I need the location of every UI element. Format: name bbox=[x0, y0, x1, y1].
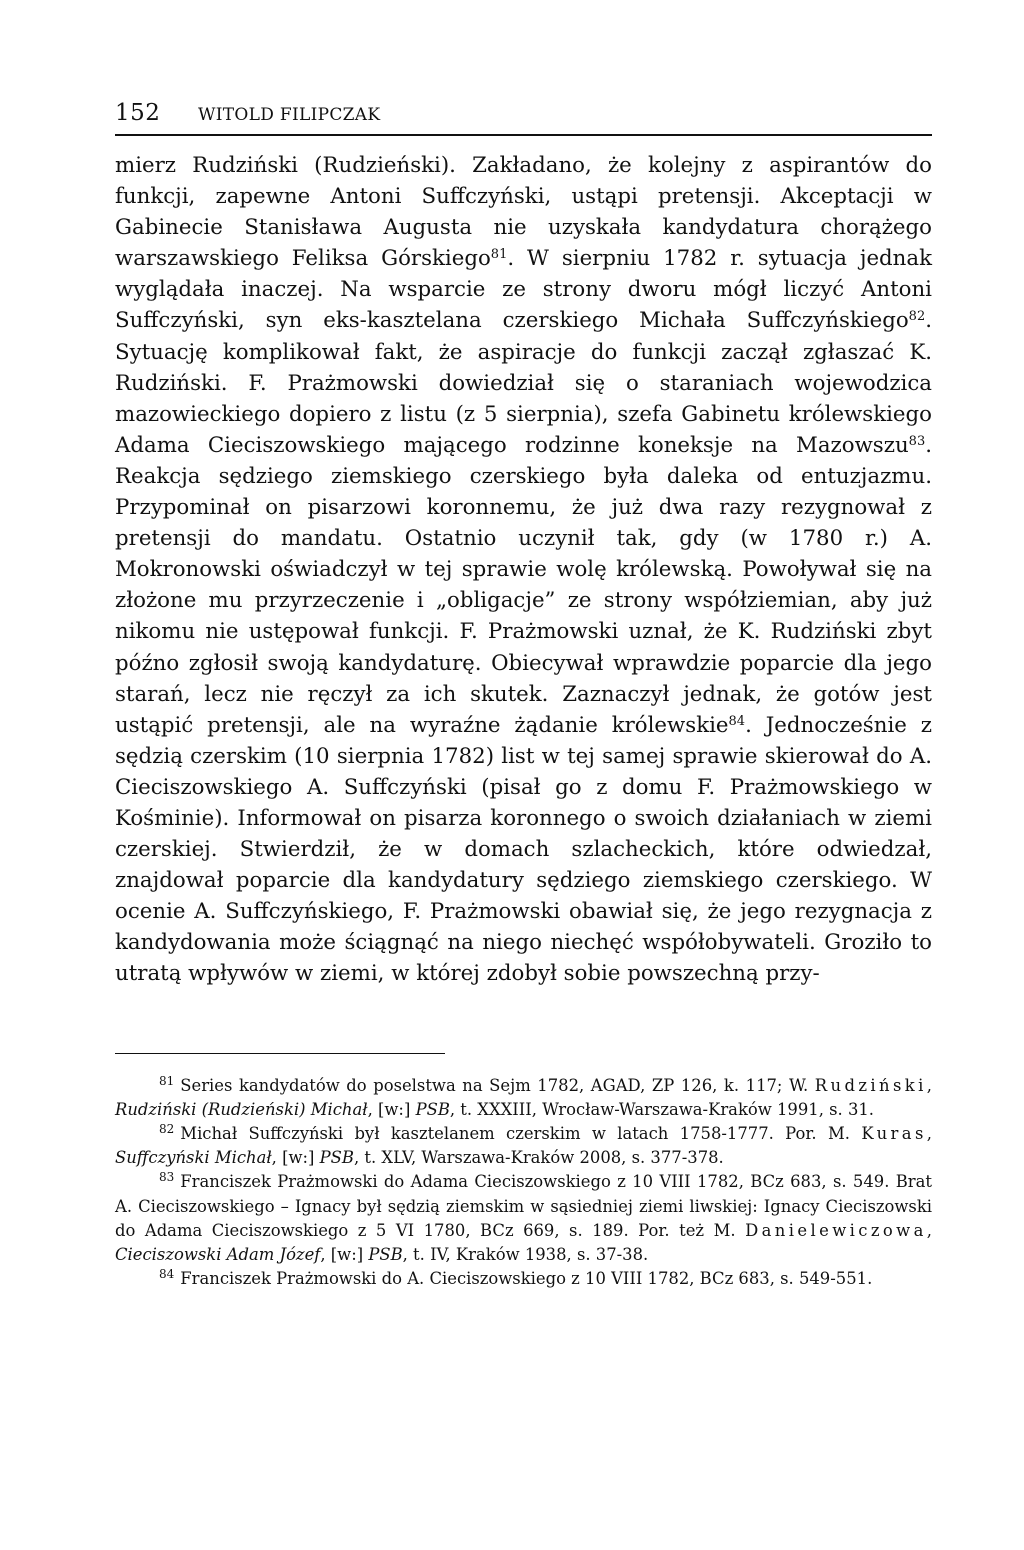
footnote-84: 84 Franciszek Prażmowski do A. Cieciszowskiego z 10 VIII 1782, BCz 683, s. 549-551. bbox=[159, 1267, 873, 1289]
paragraph bbox=[115, 150, 932, 990]
footnote-ref-82[interactable]: 82 bbox=[908, 309, 926, 325]
text-segment: . Jednocześnie z sędzią czerskim (10 sierpnia 1782) list w tej samej sprawie skierował do A. Cieciszowskiego A. Suffczyński (pisał go z domu F. Prażmowskiego w Kośminie). Informował on pisarza koronnego o swoich działaniach w ziemi czerskiej. Stwierdził, że w domach szlacheckich, które odwiedzał, znajdował poparcie dla kandydatury sędziego ziemskiego czerskiego. W ocenie A. Suffczyńskiego, F. Prażmowski obawiał się, że jego rezygnacja z kandydowania może ściągnąć na niego niechęć współobywateli. Groziło to utratą wpływów w ziemi, w której zdobył sobie powszechną przy- bbox=[115, 712, 932, 987]
footnotes bbox=[115, 1074, 932, 1292]
footnote-title: PSB bbox=[319, 1148, 354, 1168]
footnote-title: PSB bbox=[415, 1099, 450, 1119]
footnote-text: , [w:] bbox=[271, 1148, 320, 1168]
footnote-title: Cieciszowski Adam Józef bbox=[115, 1244, 321, 1264]
footnote-text: Franciszek Prażmowski do Adama Cieciszowskiego z 10 VIII 1782, BCz 683, s. 549. Brat A. Cieciszowskiego – Ignacy był sędzią ziemskim w sąsiedniej ziemi liwskiej: Ignacy Cieciszowski do Adama Cieciszowskiego z 5 VI 1780, BCz 669, s. 189. Por. też M. bbox=[115, 1172, 932, 1240]
footnote-text: Michał Suffczyński był kasztelanem czerskim w latach 1758-1777. Por. M. bbox=[180, 1123, 862, 1143]
footnote-ref-81[interactable]: 81 bbox=[490, 247, 508, 263]
footnote-title: PSB bbox=[368, 1244, 403, 1264]
text-segment: . Sytuację komplikował fakt, że aspiracje do funkcji zaczął zgłaszać K. Rudziński. F. Prażmowski dowiedział się o staraniach wojewodzica mazowieckiego dopiero z listu (z 5 sierpnia), szefa Gabinetu królewskiego Adama Cieciszowskiego mającego rodzinne koneksje na Mazowszu bbox=[115, 308, 932, 458]
text-segment: . Reakcja sędziego ziemskiego czerskiego była daleka od entuzjazmu. Przypominał on pisarzowi koronnemu, że już dwa razy rezygnował z pretensji do mandatu. Ostatnio uczynił tak, gdy (w 1780 r.) A. Mokronowski oświadczył w tej sprawie wolę królewską. Powoływał się na złożone mu przyrzeczenie i „obligacje” ze strony współziemian, aby już nikomu nie ustępował funkcji. F. Prażmowski uznał, że K. Rudziński zbyt późno zgłosił swoją kandydaturę. Obiecywał wprawdzie poparcie dla jego starań, lecz nie ręczył za ich skutek. Zaznaczył jednak, że gotów jest ustąpić pretensji, ale na wyraźne żądanie królewskie bbox=[115, 432, 932, 738]
footnote-text: , t. XXXIII, Wrocław-Warszawa-Kraków 1991, s. 31. bbox=[449, 1099, 875, 1119]
footnote-text: , bbox=[926, 1075, 932, 1095]
footnote-text: , bbox=[926, 1123, 932, 1143]
footnote-separator bbox=[115, 1053, 445, 1054]
footnote-author: Danielewiczowa bbox=[745, 1220, 927, 1240]
footnote-ref-84[interactable]: 84 bbox=[728, 713, 746, 729]
footnote-ref-83[interactable]: 83 bbox=[908, 433, 926, 449]
footnote-text: , t. XLV, Warszawa-Kraków 2008, s. 377-378. bbox=[353, 1148, 724, 1168]
footnote-text: Series kandydatów do poselstwa na Sejm 1782, AGAD, ZP 126, k. 117; W. bbox=[180, 1075, 815, 1095]
book-page bbox=[115, 100, 932, 1291]
footnote-text: , t. IV, Kraków 1938, s. 37-38. bbox=[402, 1244, 649, 1264]
text-segment: . W sierpniu 1782 r. sytuacja jednak wyglądała inaczej. Na wsparcie ze strony dworu mógł liczyć Antoni Suffczyński, syn eks-kasztelana czerskiego Michała Suffczyńskiego bbox=[115, 246, 932, 334]
text-segment: mierz Rudziński (Rudzieński). Zakładano, że kolejny z aspirantów do funkcji, zapewne Antoni Suffczyński, ustąpi pretensji. Akceptacji w Gabinecie Stanisława Augusta nie uzyskała kandydatura chorążego warszawskiego Feliksa Górskiego bbox=[115, 153, 932, 272]
footnote-82: 82 Michał Suffczyński był kasztelanem czerskim w latach 1758-1777. Por. M. Kuras, Suffczyński Michał, [w:] PSB, t. XLV, Warszawa-Kraków 2008, s. 377-378. bbox=[115, 1121, 932, 1168]
footnote-title: Rudziński (Rudzieński) Michał bbox=[115, 1099, 368, 1119]
footnote-81: 81 Series kandydatów do poselstwa na Sejm 1782, AGAD, ZP 126, k. 117; W. Rudziński, Rudziński (Rudzieński) Michał, [w:] PSB, t. XXXIII, Wrocław-Warszawa-Kraków 1991, s. 31. bbox=[115, 1073, 932, 1119]
running-head bbox=[115, 100, 932, 136]
main-text bbox=[115, 150, 932, 990]
page-number: 152 bbox=[115, 100, 161, 126]
footnote-author: Kuras bbox=[861, 1123, 927, 1143]
footnote-author: Rudziński bbox=[814, 1075, 927, 1095]
footnote-title: Suffczyński Michał bbox=[115, 1148, 272, 1168]
footnote-text: , bbox=[926, 1220, 932, 1240]
footnote-text: , [w:] bbox=[320, 1244, 369, 1264]
footnote-83: 83 Franciszek Prażmowski do Adama Cieciszowskiego z 10 VIII 1782, BCz 683, s. 549. Brat A. Cieciszowskiego – Ignacy był sędzią ziemskim w sąsiedniej ziemi liwskiej: Ignacy Cieciszowski do Adama Cieciszowskiego z 5 VI 1780, BCz 669, s. 189. Por. też M. Danielewiczowa, Cieciszowski Adam Józef, [w:] PSB, t. IV, Kraków 1938, s. 37-38. bbox=[115, 1170, 932, 1264]
running-head-author: WITOLD FILIPCZAK bbox=[198, 105, 381, 125]
footnote-text: Franciszek Prażmowski do A. Cieciszowskiego z 10 VIII 1782, BCz 683, s. 549-551. bbox=[180, 1269, 873, 1289]
footnote-text: , [w:] bbox=[367, 1099, 416, 1119]
